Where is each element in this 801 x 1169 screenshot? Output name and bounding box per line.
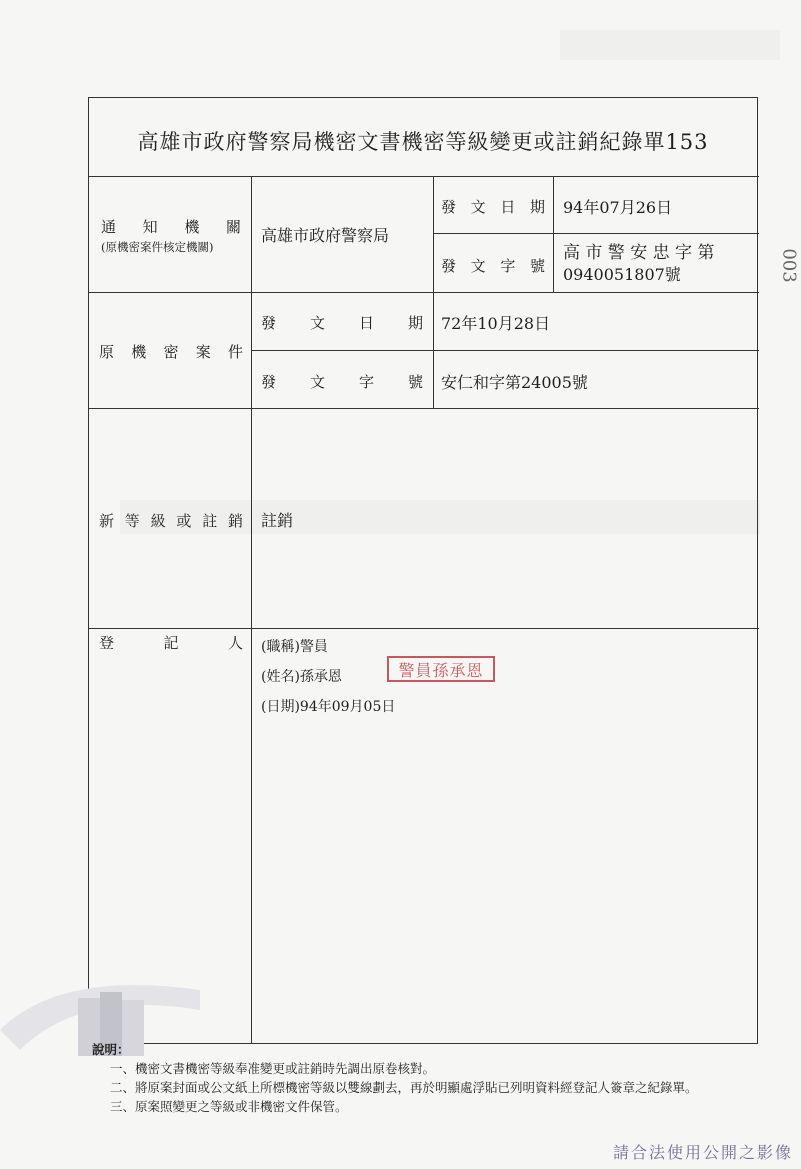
original-date-label: 發 文 日 期 — [261, 314, 423, 332]
issue-no-label: 發 文 字 號 — [441, 257, 545, 275]
registrant-date: (日期)94年09月05日 — [261, 699, 396, 715]
col-divider-issue — [553, 176, 554, 292]
instruction-item: 三、原案照變更之等級或非機密文件保管。 — [110, 1099, 348, 1114]
handwritten-page-number: 003 — [778, 248, 800, 283]
rule-under-case — [89, 408, 759, 409]
new-level-label: 新 等 級 或 註 銷 — [99, 512, 243, 530]
notify-agency-sublabel: (原機密案件核定機關) — [101, 240, 214, 254]
col-divider-main — [251, 176, 252, 1044]
instruction-item: 二、將原案封面或公文紙上所標機密等級以雙線劃去，再於明顯處浮貼已列明資料經登記人簽章之紀錄單。 — [110, 1080, 698, 1095]
col-divider-mid — [433, 176, 434, 408]
rule-notify-mid — [433, 233, 759, 234]
footer-watermark: 請合法使用公開之影像 — [612, 1143, 793, 1162]
issue-date-label: 發 文 日 期 — [441, 198, 545, 216]
notify-agency-value: 高雄市政府警察局 — [261, 226, 390, 245]
instruction-item: 一、機密文書機密等級奉准變更或註銷時先調出原卷核對。 — [110, 1061, 436, 1076]
issue-date-value: 94年07月26日 — [563, 198, 673, 217]
registrant-label: 登 記 人 — [99, 634, 243, 652]
instructions — [92, 1040, 750, 1116]
record-form — [88, 97, 758, 1044]
issue-no-value: 高 市 警 安 忠 字 第 0940051807號 — [563, 243, 715, 284]
notify-agency-label: 通 知 機 關 (原機密案件核定機關) — [101, 218, 241, 254]
original-no-label: 發 文 字 號 — [261, 373, 423, 391]
form-title: 高雄市政府警察局機密文書機密等級變更或註銷紀錄單153 — [137, 130, 709, 154]
registrant-title: (職稱)警員 — [261, 639, 328, 655]
rule-under-title — [89, 176, 759, 177]
rule-case-mid — [251, 350, 759, 351]
rule-under-notify — [89, 292, 759, 293]
original-no-value: 安仁和字第24005號 — [441, 373, 588, 392]
original-case-label: 原 機 密 案 件 — [99, 343, 243, 361]
registrant-name: (姓名)孫承恩 — [261, 669, 342, 685]
instructions-heading: 說明： — [92, 1042, 130, 1057]
registrant-stamp: 警員孫承恩 — [387, 656, 495, 682]
original-date-value: 72年10月28日 — [441, 314, 551, 333]
registrant-details — [261, 632, 395, 722]
rule-under-newlevel — [89, 628, 759, 629]
new-level-value: 註銷 — [261, 511, 294, 530]
